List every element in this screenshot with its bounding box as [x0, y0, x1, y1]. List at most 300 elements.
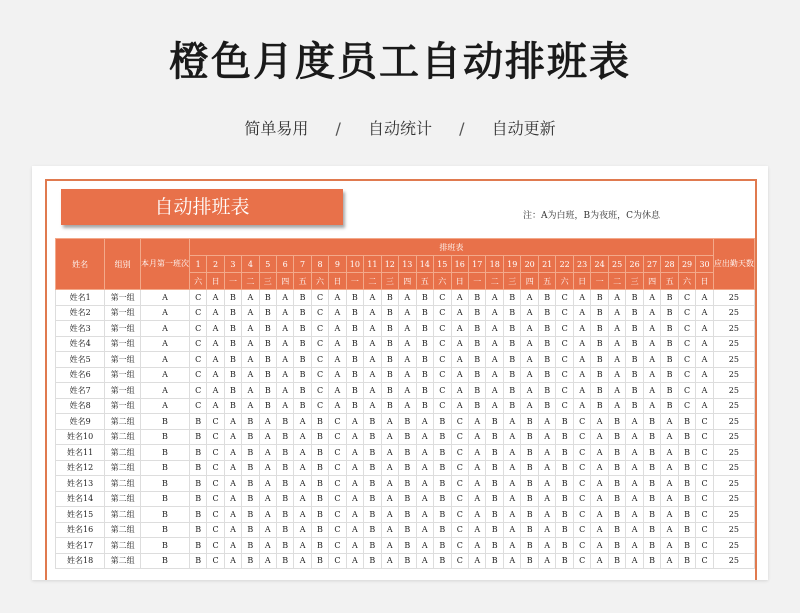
shift-cell: A: [661, 553, 678, 569]
shift-cell: B: [591, 305, 608, 321]
day-number: 7: [294, 256, 311, 273]
shift-cell: A: [469, 491, 486, 507]
shift-cell: B: [556, 429, 573, 445]
weekday: 四: [399, 273, 416, 290]
sheet-preview: [32, 166, 768, 580]
shift-cell: A: [416, 538, 433, 554]
shift-cell: B: [242, 491, 259, 507]
shift-cell: A: [242, 367, 259, 383]
shift-cell: B: [381, 367, 398, 383]
shift-cell: B: [276, 460, 293, 476]
shift-cell: A: [643, 305, 660, 321]
shift-cell: A: [294, 522, 311, 538]
shift-cell: C: [573, 538, 590, 554]
shift-cell: C: [207, 429, 224, 445]
feature-item: 自动更新: [491, 119, 556, 138]
shift-cell: C: [329, 522, 346, 538]
first-shift: A: [140, 383, 189, 399]
shift-cell: C: [207, 414, 224, 430]
weekday: 日: [451, 273, 468, 290]
shift-cell: C: [311, 367, 328, 383]
table-row: [56, 336, 755, 352]
day-number: 9: [329, 256, 346, 273]
shift-cell: A: [626, 538, 643, 554]
shift-cell: B: [364, 445, 381, 461]
shift-cell: B: [364, 522, 381, 538]
shift-cell: B: [626, 290, 643, 306]
shift-cell: C: [207, 476, 224, 492]
shift-cell: C: [434, 398, 451, 414]
shift-cell: B: [189, 445, 206, 461]
employee-name: 姓名11: [56, 445, 105, 461]
shift-cell: B: [259, 336, 276, 352]
shift-cell: B: [276, 445, 293, 461]
shift-cell: A: [643, 383, 660, 399]
shift-cell: A: [364, 336, 381, 352]
day-number: 27: [643, 256, 660, 273]
shift-cell: A: [486, 290, 503, 306]
shift-cell: A: [451, 305, 468, 321]
shift-cell: A: [329, 305, 346, 321]
employee-name: 姓名7: [56, 383, 105, 399]
shift-cell: A: [364, 383, 381, 399]
shift-cell: B: [608, 538, 625, 554]
shift-cell: B: [311, 429, 328, 445]
feature-list: [0, 116, 800, 139]
shift-cell: A: [608, 305, 625, 321]
shift-cell: B: [486, 507, 503, 523]
first-shift: A: [140, 367, 189, 383]
day-number: 18: [486, 256, 503, 273]
employee-name: 姓名5: [56, 352, 105, 368]
shift-cell: A: [381, 414, 398, 430]
shift-cell: B: [242, 445, 259, 461]
shift-cell: B: [661, 367, 678, 383]
shift-cell: A: [399, 383, 416, 399]
shift-cell: C: [678, 352, 695, 368]
shift-cell: A: [416, 460, 433, 476]
shift-cell: B: [643, 429, 660, 445]
table-row: [56, 352, 755, 368]
shift-cell: B: [503, 367, 520, 383]
shift-cell: B: [626, 336, 643, 352]
shift-cell: C: [678, 367, 695, 383]
feature-item: 自动统计: [367, 119, 432, 138]
schedule-table: [55, 238, 755, 569]
shift-cell: A: [573, 383, 590, 399]
shift-cell: C: [696, 553, 713, 569]
weekday: 五: [294, 273, 311, 290]
shift-cell: A: [643, 367, 660, 383]
shift-cell: A: [661, 460, 678, 476]
shift-cell: B: [364, 553, 381, 569]
day-number: 1: [189, 256, 206, 273]
days-due: 25: [713, 398, 754, 414]
weekday: 五: [538, 273, 555, 290]
shift-cell: A: [416, 491, 433, 507]
shift-cell: C: [189, 398, 206, 414]
shift-cell: B: [416, 321, 433, 337]
shift-cell: B: [189, 522, 206, 538]
shift-cell: C: [434, 352, 451, 368]
shift-cell: A: [608, 383, 625, 399]
days-due: 25: [713, 336, 754, 352]
shift-cell: B: [521, 429, 538, 445]
shift-cell: A: [661, 491, 678, 507]
shift-cell: B: [381, 398, 398, 414]
shift-cell: B: [399, 476, 416, 492]
shift-cell: A: [451, 336, 468, 352]
shift-cell: A: [329, 290, 346, 306]
shift-cell: C: [311, 336, 328, 352]
shift-cell: C: [207, 522, 224, 538]
shift-cell: A: [503, 538, 520, 554]
shift-cell: B: [626, 305, 643, 321]
first-shift: A: [140, 398, 189, 414]
table-row: [56, 367, 755, 383]
shift-cell: B: [469, 367, 486, 383]
shift-cell: B: [399, 491, 416, 507]
shift-cell: C: [556, 398, 573, 414]
shift-cell: A: [294, 553, 311, 569]
shift-cell: C: [573, 476, 590, 492]
shift-cell: C: [189, 336, 206, 352]
shift-cell: A: [224, 460, 241, 476]
employee-group: 第一组: [105, 383, 141, 399]
shift-cell: A: [329, 383, 346, 399]
employee-group: 第一组: [105, 321, 141, 337]
shift-cell: C: [451, 491, 468, 507]
shift-cell: A: [329, 398, 346, 414]
first-shift: A: [140, 290, 189, 306]
shift-cell: A: [416, 522, 433, 538]
shift-cell: B: [608, 460, 625, 476]
shift-cell: B: [503, 383, 520, 399]
first-shift: B: [140, 414, 189, 430]
shift-cell: C: [696, 414, 713, 430]
shift-cell: B: [661, 321, 678, 337]
shift-cell: B: [364, 491, 381, 507]
shift-cell: A: [346, 538, 363, 554]
shift-cell: B: [276, 553, 293, 569]
shift-cell: A: [538, 460, 555, 476]
shift-cell: B: [556, 414, 573, 430]
day-number: 13: [399, 256, 416, 273]
shift-cell: B: [346, 383, 363, 399]
shift-cell: B: [678, 445, 695, 461]
shift-cell: A: [399, 336, 416, 352]
shift-cell: C: [451, 522, 468, 538]
shift-cell: C: [451, 507, 468, 523]
feature-item: 简单易用: [244, 119, 309, 138]
shift-cell: B: [591, 398, 608, 414]
days-due: 25: [713, 305, 754, 321]
weekday: 三: [381, 273, 398, 290]
shift-cell: B: [434, 553, 451, 569]
shift-cell: A: [486, 383, 503, 399]
weekday: 三: [626, 273, 643, 290]
shift-cell: C: [207, 460, 224, 476]
table-row: [56, 553, 755, 569]
separator: /: [335, 119, 341, 138]
first-shift: B: [140, 522, 189, 538]
shift-cell: A: [486, 398, 503, 414]
shift-cell: B: [294, 383, 311, 399]
employee-group: 第一组: [105, 367, 141, 383]
shift-cell: B: [364, 507, 381, 523]
shift-cell: A: [294, 476, 311, 492]
header-name: 姓名: [56, 239, 105, 290]
shift-cell: A: [538, 507, 555, 523]
shift-cell: B: [259, 305, 276, 321]
shift-cell: C: [556, 367, 573, 383]
shift-cell: A: [259, 553, 276, 569]
shift-cell: B: [643, 538, 660, 554]
shift-cell: B: [259, 367, 276, 383]
weekday: 一: [346, 273, 363, 290]
shift-cell: A: [696, 398, 713, 414]
shift-cell: A: [696, 290, 713, 306]
shift-cell: A: [696, 352, 713, 368]
weekday: 五: [416, 273, 433, 290]
shift-cell: B: [556, 553, 573, 569]
shift-cell: C: [556, 321, 573, 337]
shift-cell: A: [399, 398, 416, 414]
shift-cell: B: [346, 290, 363, 306]
shift-cell: A: [661, 414, 678, 430]
shift-cell: A: [294, 429, 311, 445]
shift-cell: B: [434, 445, 451, 461]
shift-cell: B: [643, 445, 660, 461]
shift-cell: A: [259, 429, 276, 445]
shift-cell: A: [521, 383, 538, 399]
shift-cell: B: [434, 522, 451, 538]
shift-cell: A: [451, 367, 468, 383]
days-due: 25: [713, 491, 754, 507]
shift-cell: A: [276, 321, 293, 337]
shift-cell: B: [469, 352, 486, 368]
day-number: 25: [608, 256, 625, 273]
shift-cell: A: [276, 367, 293, 383]
shift-cell: C: [451, 429, 468, 445]
shift-cell: B: [416, 352, 433, 368]
employee-name: 姓名15: [56, 507, 105, 523]
day-number: 24: [591, 256, 608, 273]
shift-cell: A: [259, 445, 276, 461]
shift-cell: A: [381, 491, 398, 507]
shift-cell: B: [469, 305, 486, 321]
shift-cell: B: [416, 367, 433, 383]
shift-cell: B: [521, 507, 538, 523]
shift-cell: C: [678, 336, 695, 352]
shift-cell: B: [626, 383, 643, 399]
shift-cell: A: [469, 507, 486, 523]
header-schedule: 排班表: [189, 239, 713, 256]
shift-cell: B: [381, 290, 398, 306]
employee-name: 姓名4: [56, 336, 105, 352]
shift-cell: B: [556, 476, 573, 492]
shift-cell: A: [538, 476, 555, 492]
shift-cell: B: [189, 507, 206, 523]
day-number: 17: [469, 256, 486, 273]
shift-cell: A: [242, 336, 259, 352]
shift-cell: A: [486, 336, 503, 352]
day-number: 30: [696, 256, 713, 273]
shift-cell: A: [643, 321, 660, 337]
shift-cell: B: [643, 414, 660, 430]
shift-cell: B: [224, 336, 241, 352]
shift-cell: B: [591, 290, 608, 306]
shift-cell: B: [521, 445, 538, 461]
day-number: 15: [434, 256, 451, 273]
shift-legend-note: 注：A为白班，B为夜班，C为休息: [523, 211, 661, 221]
weekday: 五: [661, 273, 678, 290]
shift-cell: C: [189, 321, 206, 337]
shift-cell: A: [346, 553, 363, 569]
shift-cell: A: [381, 445, 398, 461]
shift-cell: C: [678, 290, 695, 306]
shift-cell: B: [399, 507, 416, 523]
shift-cell: B: [346, 321, 363, 337]
shift-cell: B: [538, 383, 555, 399]
shift-cell: A: [661, 476, 678, 492]
shift-cell: A: [591, 491, 608, 507]
employee-name: 姓名12: [56, 460, 105, 476]
shift-cell: C: [189, 352, 206, 368]
shift-cell: B: [434, 476, 451, 492]
days-due: 25: [713, 414, 754, 430]
shift-cell: B: [538, 321, 555, 337]
days-due: 25: [713, 383, 754, 399]
shift-cell: A: [696, 383, 713, 399]
first-shift: B: [140, 445, 189, 461]
employee-name: 姓名13: [56, 476, 105, 492]
shift-cell: B: [189, 491, 206, 507]
shift-cell: B: [189, 460, 206, 476]
shift-cell: B: [591, 336, 608, 352]
shift-cell: B: [643, 476, 660, 492]
shift-cell: A: [346, 507, 363, 523]
shift-cell: A: [538, 491, 555, 507]
employee-group: 第二组: [105, 429, 141, 445]
shift-cell: A: [503, 522, 520, 538]
shift-cell: A: [591, 445, 608, 461]
days-due: 25: [713, 321, 754, 337]
shift-cell: A: [626, 414, 643, 430]
shift-cell: B: [276, 491, 293, 507]
first-shift: B: [140, 476, 189, 492]
shift-cell: B: [311, 414, 328, 430]
shift-cell: A: [591, 507, 608, 523]
shift-cell: A: [346, 476, 363, 492]
shift-cell: B: [503, 290, 520, 306]
day-number: 19: [503, 256, 520, 273]
shift-cell: A: [591, 553, 608, 569]
shift-cell: A: [381, 538, 398, 554]
shift-cell: B: [469, 290, 486, 306]
shift-cell: A: [451, 321, 468, 337]
shift-cell: A: [521, 398, 538, 414]
shift-cell: B: [608, 429, 625, 445]
shift-cell: B: [626, 352, 643, 368]
shift-cell: A: [538, 429, 555, 445]
employee-group: 第二组: [105, 507, 141, 523]
shift-cell: A: [469, 553, 486, 569]
shift-cell: A: [626, 507, 643, 523]
shift-cell: B: [399, 538, 416, 554]
shift-cell: A: [521, 352, 538, 368]
shift-cell: B: [242, 476, 259, 492]
shift-cell: C: [451, 414, 468, 430]
shift-cell: B: [224, 398, 241, 414]
shift-cell: C: [329, 507, 346, 523]
shift-cell: C: [329, 491, 346, 507]
weekday: 六: [678, 273, 695, 290]
shift-cell: A: [276, 336, 293, 352]
employee-group: 第一组: [105, 352, 141, 368]
weekday: 三: [259, 273, 276, 290]
shift-cell: A: [573, 352, 590, 368]
shift-cell: B: [521, 414, 538, 430]
shift-cell: B: [364, 429, 381, 445]
shift-cell: B: [521, 538, 538, 554]
table-row: [56, 476, 755, 492]
shift-cell: B: [469, 398, 486, 414]
shift-cell: A: [503, 476, 520, 492]
day-number: 26: [626, 256, 643, 273]
shift-cell: A: [224, 445, 241, 461]
shift-cell: B: [346, 305, 363, 321]
shift-cell: B: [556, 491, 573, 507]
header-row: [56, 239, 755, 256]
table-row: [56, 290, 755, 306]
days-due: 25: [713, 290, 754, 306]
shift-cell: A: [224, 491, 241, 507]
shift-cell: B: [661, 398, 678, 414]
shift-cell: A: [469, 429, 486, 445]
shift-cell: B: [399, 553, 416, 569]
shift-cell: C: [678, 305, 695, 321]
shift-cell: A: [503, 414, 520, 430]
shift-cell: B: [311, 445, 328, 461]
shift-cell: C: [556, 336, 573, 352]
shift-cell: A: [242, 290, 259, 306]
shift-cell: A: [399, 352, 416, 368]
shift-cell: C: [696, 538, 713, 554]
shift-cell: B: [678, 460, 695, 476]
shift-cell: C: [434, 321, 451, 337]
shift-cell: A: [259, 522, 276, 538]
employee-group: 第二组: [105, 414, 141, 430]
table-row: [56, 491, 755, 507]
shift-cell: A: [469, 522, 486, 538]
first-shift: B: [140, 491, 189, 507]
shift-cell: B: [678, 429, 695, 445]
shift-cell: C: [556, 305, 573, 321]
shift-cell: B: [661, 352, 678, 368]
shift-cell: B: [416, 305, 433, 321]
shift-cell: A: [399, 305, 416, 321]
shift-cell: B: [538, 336, 555, 352]
table-row: [56, 321, 755, 337]
shift-cell: C: [189, 290, 206, 306]
shift-cell: B: [311, 491, 328, 507]
shift-cell: C: [573, 507, 590, 523]
shift-cell: A: [591, 522, 608, 538]
shift-cell: B: [434, 414, 451, 430]
shift-cell: C: [329, 429, 346, 445]
day-number: 12: [381, 256, 398, 273]
